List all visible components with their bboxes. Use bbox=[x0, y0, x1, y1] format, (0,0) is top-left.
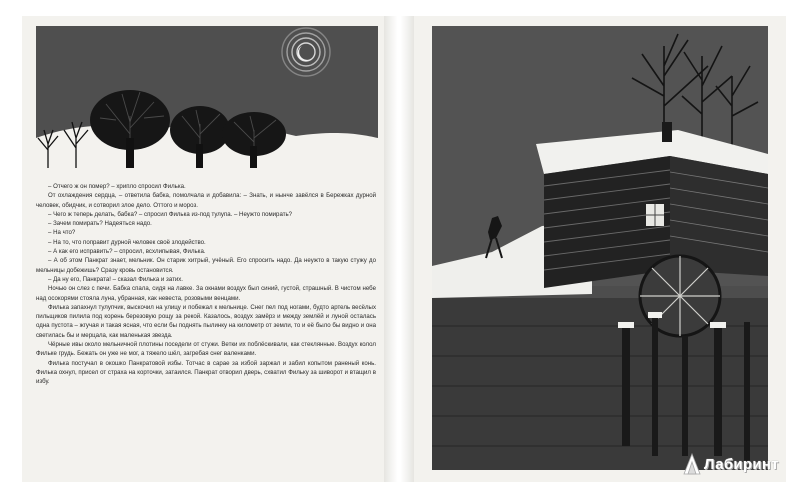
paragraph-3: – Чего ж теперь делать, бабка? – спросил Филька из-под тулупа. – Неужто помирать? bbox=[48, 210, 293, 218]
paragraph-13: Филька постучал в окошко Панкратовой избы. Тотчас в сарае за избой заржал и забил копытом раненый конь. Филька охнул, присел от страха на корточки, затаился. Панкрат отворил дверь, схватил Фильку за шиворот и втащил в избу. bbox=[36, 359, 376, 386]
book-gutter bbox=[384, 16, 414, 482]
water-mill-illustration bbox=[432, 26, 768, 470]
paragraph-4: – Зачем помирать? Надеяться надо. bbox=[48, 220, 152, 228]
watermark-text: Лабиринт bbox=[704, 456, 779, 473]
paragraph-5: – На что? bbox=[48, 229, 76, 237]
paragraph-8: – А об этом Панкрат знает, мельник. Он старик хитрый, учёный. Его спросить надо. Да неужто в такую стужу до мельницы добежишь? Сразу кровь остановится. bbox=[36, 257, 376, 274]
winter-moon-illustration bbox=[36, 26, 378, 168]
paragraph-10: Ночью он слез с печи. Бабка спала, сидя на лавке. За окнами воздух был синий, густой, страшный. В чистом небе над осокорями стояла луна, убранная, как невеста, розовыми венцами. bbox=[36, 285, 376, 302]
labirint-logo bbox=[678, 448, 790, 482]
right-page bbox=[414, 16, 786, 482]
paragraph-1: – Отчего ж он помер? – хрипло спросил Филька. bbox=[48, 183, 186, 190]
paragraph-7: – А как его исправить? – спросил, всхлипывая, Филька. bbox=[48, 248, 206, 256]
story-text bbox=[36, 182, 376, 387]
paragraph-12: Чёрные ивы около мельничной плотины поседели от стужи. Ветки их поблёскивали, как стеклянные. Воздух колол Фильке грудь. Бежать он уже не мог, а тяжело шёл, загребая снег валенками. bbox=[36, 341, 376, 358]
paragraph-2: От охлаждения сердца, – ответила бабка, помолчала и добавила: – Знать, и нынче завёлся в Бережках дурной человек, обидчик, и сотворил злое дело. Оттого и мороз. bbox=[36, 192, 376, 209]
paragraph-6: – На то, что поправит дурной человек своё злодейство. bbox=[48, 238, 206, 246]
paragraph-11: Филька запахнул тулупчик, выскочил на улицу и побежал к мельнице. Снег пел под ногами, будто артель весёлых пильщиков пилила под корень березовую рощу за рекой. Казалось, воздух замёрз и между землёй и луной осталась одна пустота – жгучая и такая ясная, что если бы поднять пылинку на километр от земли, то и её было бы видно и она светилась бы и мерцала, как маленькая звезда. bbox=[36, 303, 376, 339]
paragraph-9: – Да ну его, Панкрата! – сказал Филька и затих. bbox=[48, 275, 184, 283]
left-page bbox=[22, 16, 384, 482]
